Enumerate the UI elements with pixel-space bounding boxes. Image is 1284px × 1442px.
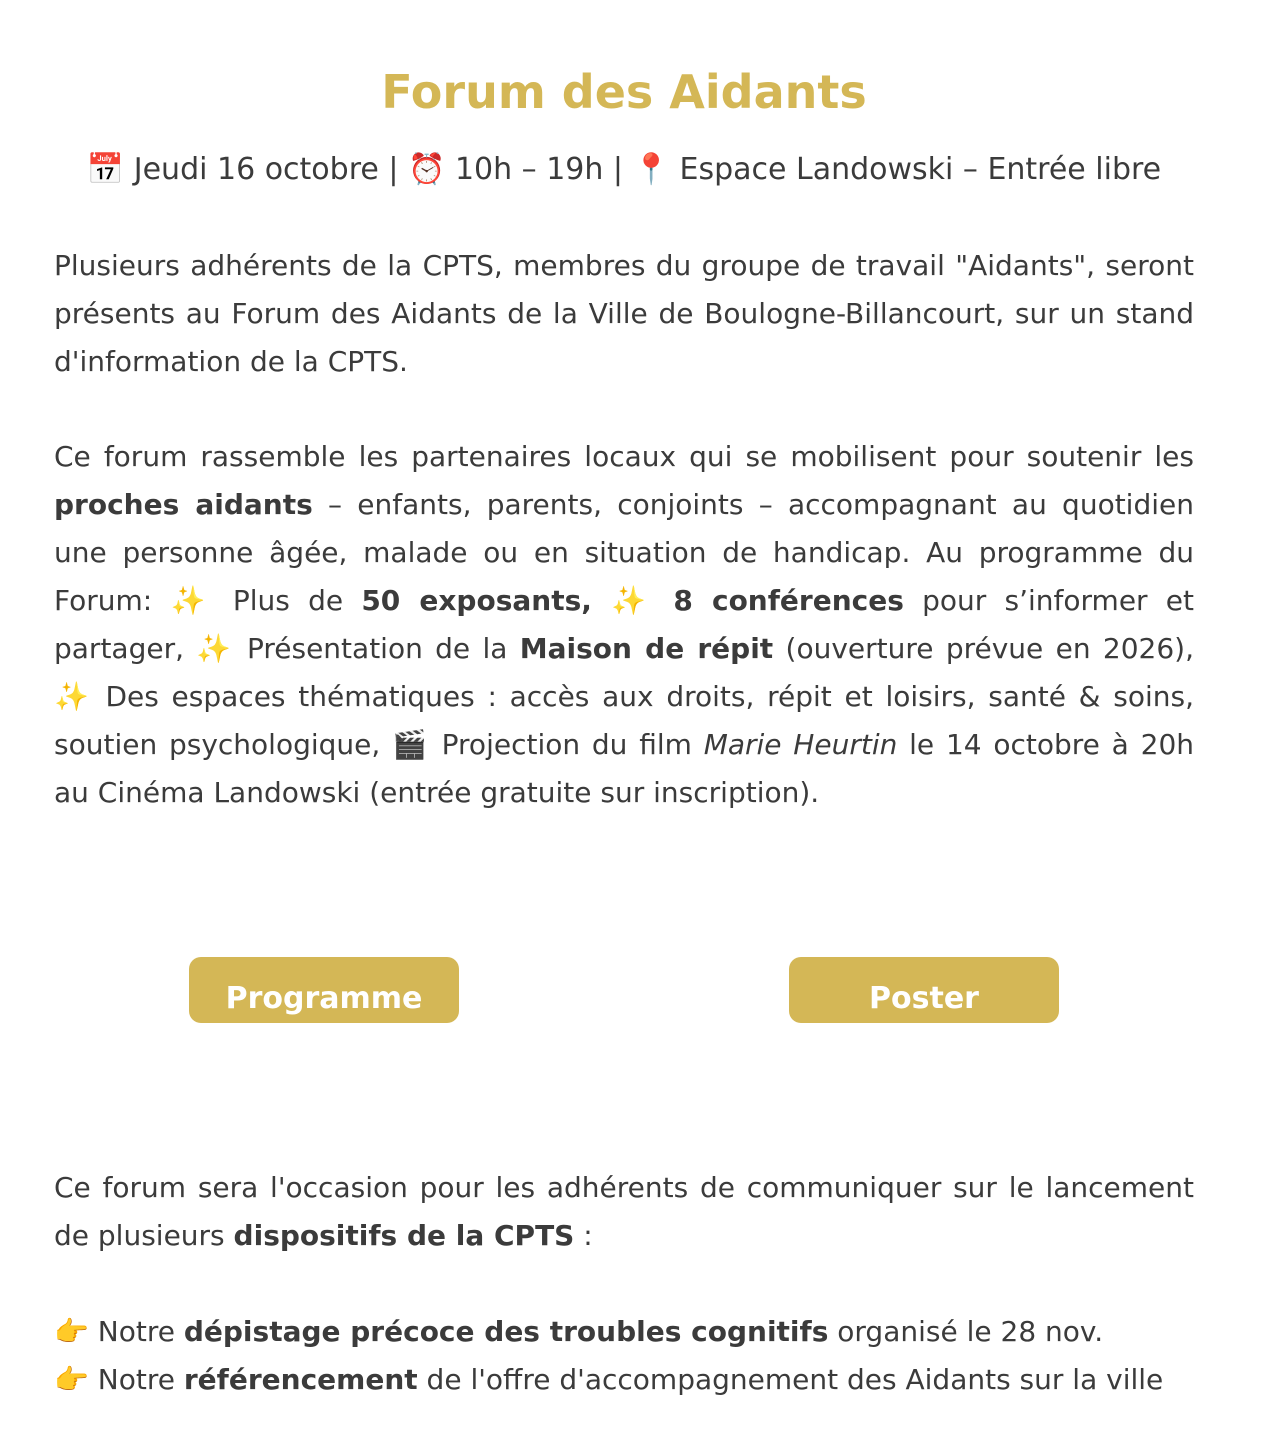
maison-de-repit-highlight: Maison de répit (519, 632, 774, 665)
proches-aidants-highlight: proches aidants (54, 488, 313, 521)
text: Des espaces thématiques : accès aux droits, répit et loisirs, santé & soins, soutien psychologique, (54, 680, 1194, 761)
separator: | (603, 152, 633, 187)
text: Présentation de la (234, 632, 520, 665)
text: : (574, 1219, 593, 1252)
event-place: Espace Landowski – Entrée libre (679, 152, 1162, 187)
dispositifs-paragraph (54, 1164, 1194, 1260)
text: Ce forum rassemble les partenaires locaux qui se mobilisent pour soutenir les (54, 440, 1194, 473)
forum-paragraph (54, 433, 1194, 817)
location-pin-icon: 📍 (632, 152, 670, 187)
page-title: Forum des Aidants (381, 65, 867, 119)
intro-paragraph: Plusieurs adhérents de la CPTS, membres du groupe de travail "Aidants", seront présents au Forum des Aidants de la Ville de Boulogne-Billancourt, sur un stand d'information de la CPTS. (54, 249, 1194, 378)
text: organisé le 28 nov. (828, 1315, 1104, 1348)
depistage-highlight: dépistage précoce des troubles cognitifs (183, 1315, 829, 1348)
text: le 14 octobre à 20h au Cinéma Landowski (entrée gratuite sur inscription). (54, 728, 1195, 809)
text: Projection du film (429, 728, 704, 761)
referencement-highlight: référencement (183, 1363, 418, 1396)
list-item (54, 1308, 1194, 1356)
sparkles-icon: ✨ (54, 680, 93, 713)
film-title: Marie Heurtin (703, 728, 898, 761)
separator: | (378, 152, 409, 187)
text: pour s’informer et partager, (54, 584, 1194, 665)
text: Notre (88, 1363, 184, 1396)
alarm-clock-icon: ⏰ (408, 152, 446, 187)
event-date: Jeudi 16 octobre (133, 152, 379, 187)
text: de l'offre d'accompagnement des Aidants sur la ville (417, 1363, 1164, 1396)
text: Notre (88, 1315, 184, 1348)
dispositifs-list (54, 1308, 1194, 1404)
pointing-hand-icon: 👉 (54, 1363, 89, 1396)
list-item (54, 1356, 1194, 1404)
pointing-hand-icon: 👉 (54, 1315, 89, 1348)
clapperboard-icon: 🎬 (392, 728, 430, 761)
sparkles-icon: ✨ (610, 584, 656, 617)
text (655, 584, 673, 617)
calendar-icon: 📅 (86, 152, 125, 187)
text: Plus de (214, 584, 362, 617)
event-info-line (0, 148, 1248, 192)
programme-button[interactable]: Programme (189, 957, 459, 1023)
sparkles-icon: ✨ (170, 584, 215, 617)
exposants-highlight: 50 exposants, (361, 584, 611, 617)
text: Ce forum sera l'occasion pour les adhérents de communiquer sur le lancement de plusieurs (54, 1171, 1194, 1252)
conferences-highlight: 8 conférences (673, 584, 904, 617)
dispositifs-highlight: dispositifs de la CPTS (233, 1219, 575, 1252)
sparkles-icon: ✨ (196, 632, 235, 665)
text: – enfants, parents, conjoints – accompagnant au quotidien une personne âgée, malade ou en situation de handicap. Au programme du Forum: (54, 488, 1194, 617)
event-time: 10h – 19h (454, 152, 604, 187)
poster-button[interactable]: Poster (789, 957, 1059, 1023)
text: (ouverture prévue en 2026), (773, 632, 1194, 665)
